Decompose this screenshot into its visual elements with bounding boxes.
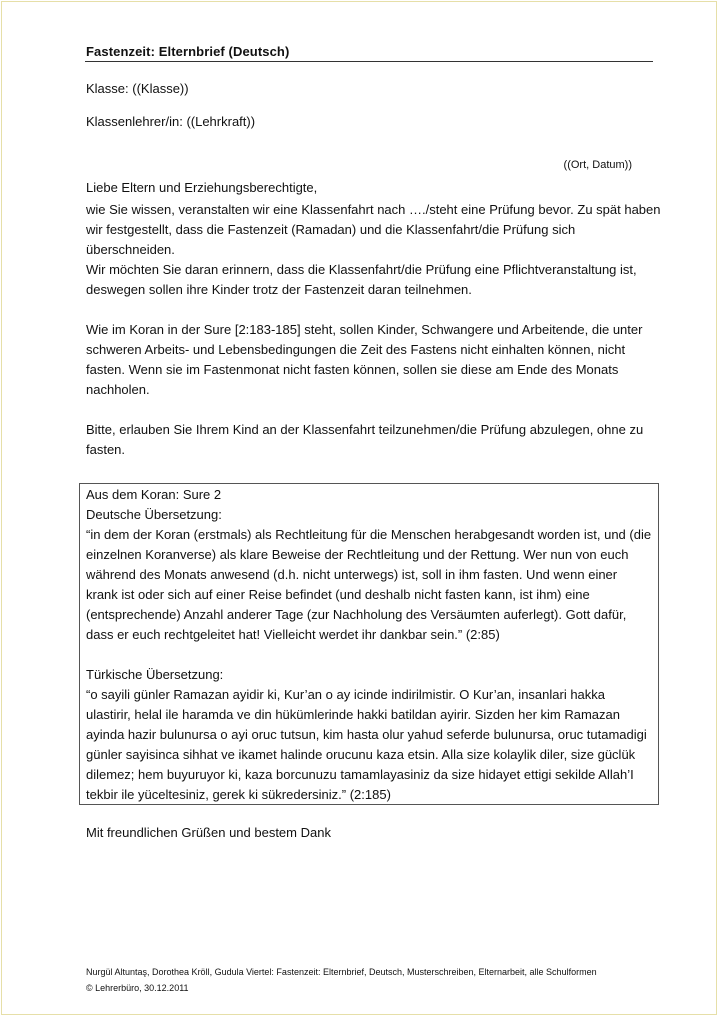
footer-authors: Nurgül Altuntaş, Dorothea Kröll, Gudula Viertel: Fastenzeit: Elternbrief, Deutsch, Musterschreiben, Elternarbeit, alle Schulformen bbox=[86, 967, 597, 977]
paragraph-koran: Wie im Koran in der Sure [2:183-185] steht, sollen Kinder, Schwangere und Arbeitende, die unter schweren Arbeits- und Lebensbedingungen die Zeit des Fastens nicht einhalten können, nicht fasten. Wenn sie im Fastenmonat nicht fasten können, sollen sie diese am Ende des Monats nachholen. bbox=[86, 322, 643, 397]
place-date: ((Ort, Datum)) bbox=[563, 159, 632, 171]
paragraph-trip: wie Sie wissen, veranstalten wir eine Klassenfahrt nach …./steht eine Prüfung bevor. Zu spät haben wir festgestellt, dass die Fastenzeit (Ramadan) und die Klassenfahrt/die Prüfung sich überschneiden. bbox=[86, 202, 661, 257]
paragraph-request: Bitte, erlauben Sie Ihrem Kind an der Klassenfahrt teilzunehmen/die Prüfung abzulegen, ohne zu fasten. bbox=[86, 422, 644, 457]
koran-quote-box bbox=[79, 483, 659, 805]
title-underline bbox=[85, 61, 653, 62]
closing: Mit freundlichen Grüßen und bestem Dank bbox=[86, 825, 331, 840]
document-title: Fastenzeit: Elternbrief (Deutsch) bbox=[86, 44, 290, 59]
turkish-translation-label: Türkische Übersetzung: bbox=[86, 667, 224, 682]
teacher-field: Klassenlehrer/in: ((Lehrkraft)) bbox=[86, 114, 256, 129]
paragraph-obligation: Wir möchten Sie daran erinnern, dass die Klassenfahrt/die Prüfung eine Pflichtveranstaltung ist, deswegen sollen ihre Kinder trotz der Fastenzeit daran teilnehmen. bbox=[86, 262, 637, 297]
letter-body bbox=[86, 178, 666, 460]
class-field: Klasse: ((Klasse)) bbox=[86, 81, 189, 96]
footer-copyright: © Lehrerbüro, 30.12.2011 bbox=[86, 983, 189, 993]
salutation: Liebe Eltern und Erziehungsberechtigte, bbox=[86, 180, 318, 195]
german-translation-text: “in dem der Koran (erstmals) als Rechtleitung für die Menschen herabgesandt worden ist, und (die einzelnen Koranverse) als klare Beweise der Rechtleitung und der Rettung. Wer nun von euch während des Monats anwesend (d.h. nicht unterwegs) ist, soll in ihm fasten. Und wenn einer krank ist oder sich auf einer Reise befindet (und deshalb nicht fasten kann, ist ihm) eine (entsprechende) Anzahl anderer Tage (zur Nachholung des Versäumten auferlegt). Gott dafür, dass er euch rechtgeleitet hat! Vielleicht werdet ihr dankbar sein.” (2:85) bbox=[86, 527, 652, 642]
turkish-translation-text: “o sayili günler Ramazan ayidir ki, Kur’an o ay icinde indirilmistir. O Kur’an, insanlari hakka ulastirir, helal ile haramda ve din hükümlerinde hakki batildan ayirir. Sizden her kim Ramazan ayinda hazir bulunursa o ayi oruc tutsun, kim hasta olur yahud seferde bulunursa, oruc tutamadigi günler sayisinca sihhat ve ikamet halinde orucunu kaza etsin. Alla size kolaylik diler, size güclük dilemez; hem buyuruyor ki, kaza borcunuzu tamamlayasiniz da size hidayet ettigi sekilde Allah’I tekbir ile yüceltesiniz, gerek ki sükredersiniz.” (2:185) bbox=[86, 687, 647, 802]
german-translation-label: Deutsche Übersetzung: bbox=[86, 507, 222, 522]
quote-heading: Aus dem Koran: Sure 2 bbox=[86, 487, 222, 502]
footer bbox=[86, 964, 597, 996]
